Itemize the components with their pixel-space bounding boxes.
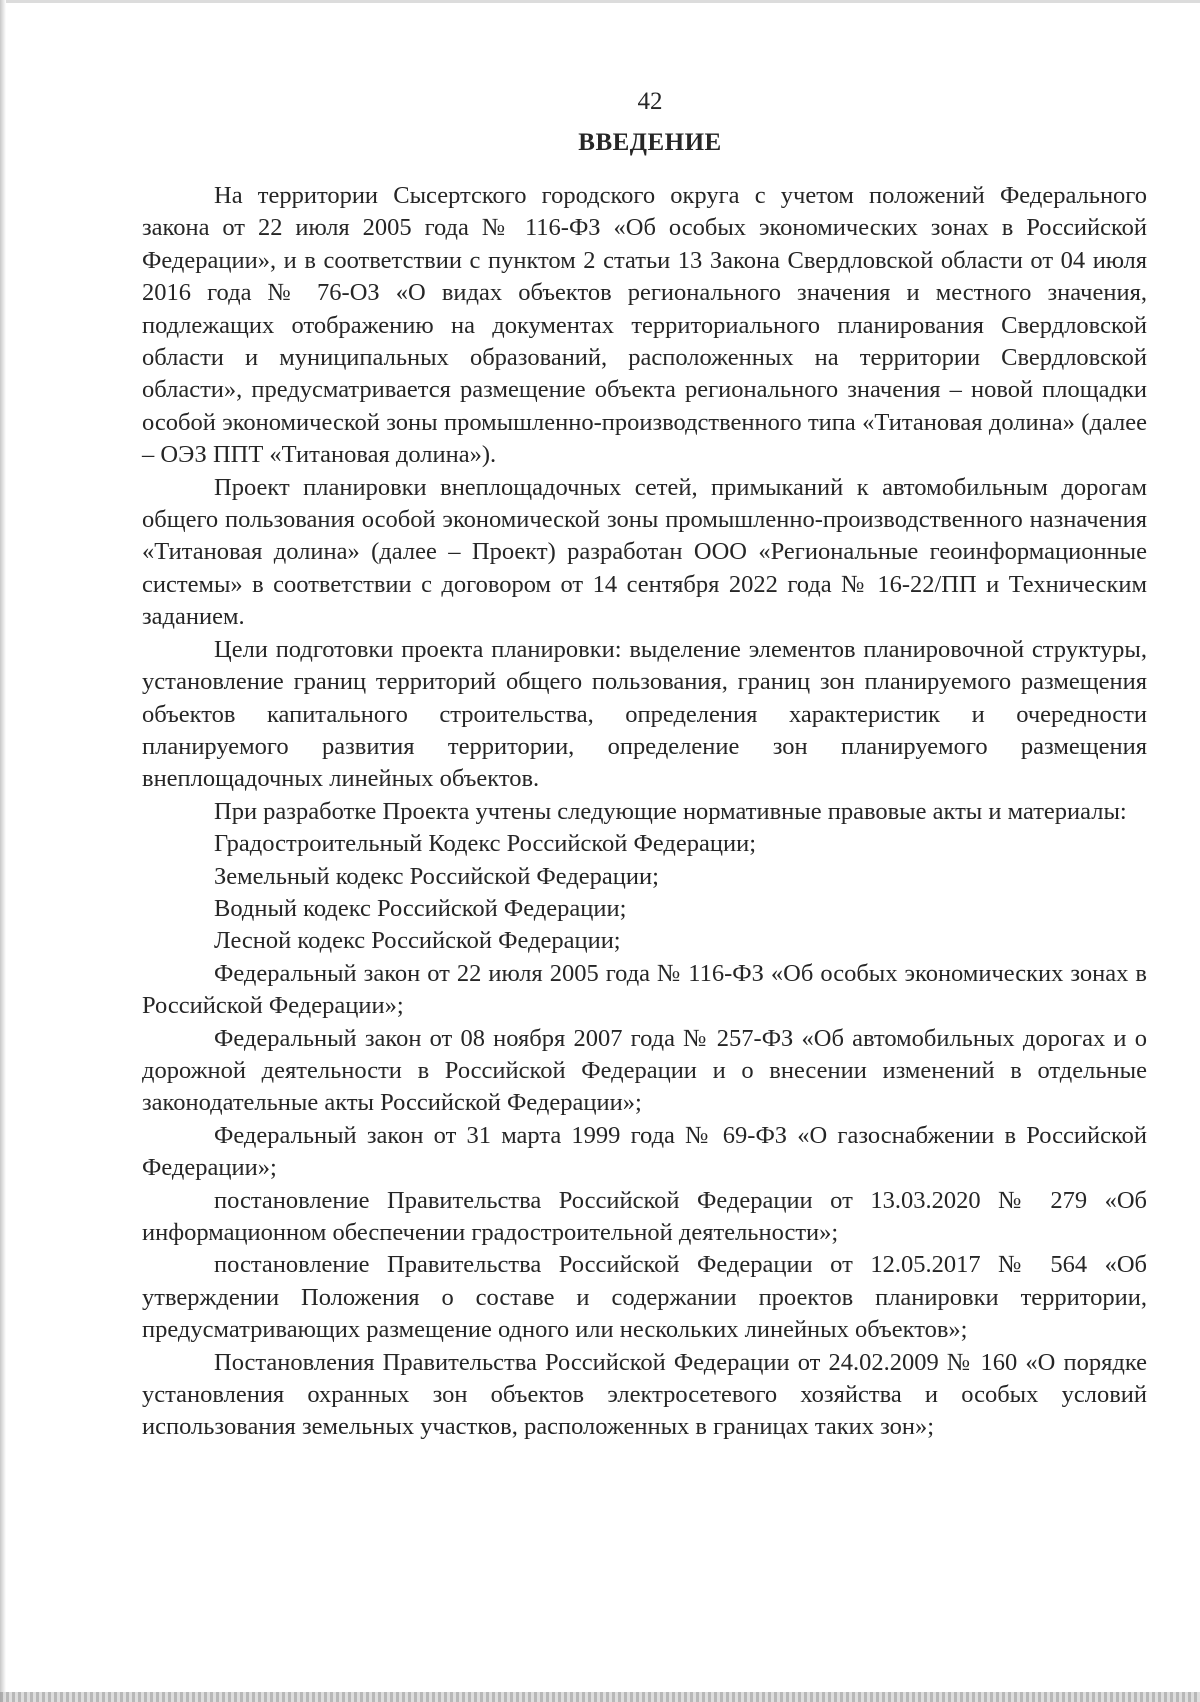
intro-paragraph-1: На территории Сысертского городского округа с учетом положений Федерального закона от 22 июля 2005 года № 116-ФЗ «Об особых экономических зонах в Российской Федерации», и в соответствии с пунктом 2 статьи 13 Закона Свердловской области от 04 июля 2016 года № 76-ОЗ «О видах объектов регионального значения и местного значения, подлежащих отображению на документах территориального планирования Свердловской области и муниципальных образований, расположенных на территории Свердловской области», предусматривается размещение объекта регионального значения – новой площадки особой экономической зоны промышленно-производственного типа «Титановая долина» (далее – ОЭЗ ППТ «Титановая долина»). <box>142 182 1147 469</box>
normative-acts-list <box>142 828 1147 1444</box>
scan-edge-bottom <box>0 1692 1200 1702</box>
intro-paragraph-4: При разработке Проекта учтены следующие нормативные правовые акты и материалы: <box>214 797 1127 825</box>
scan-edge-left <box>0 0 6 1702</box>
document-body <box>142 180 1147 1444</box>
act-item: Водный кодекс Российской Федерации; <box>214 894 627 922</box>
intro-paragraph-2: Проект планировки внеплощадочных сетей, примыканий к автомобильным дорогам общего пользования особой экономической зоны промышленно-производственного назначения «Титановая долина» (далее – Проект) разработан ООО «Региональные геоинформационные системы» в соответствии с договором от 14 сентября 2022 года № 16-22/ПП и Техническим заданием. <box>142 473 1147 631</box>
act-item: Градостроительный Кодекс Российской Федерации; <box>214 830 757 858</box>
section-heading: ВВЕДЕНИЕ <box>578 129 722 156</box>
act-item: Земельный кодекс Российской Федерации; <box>214 862 659 890</box>
act-item: Лесной кодекс Российской Федерации; <box>214 927 621 955</box>
page-number: 42 <box>637 88 663 115</box>
act-item: Постановления Правительства Российской Федерации от 24.02.2009 № 160 «О порядке установления охранных зон объектов электросетевого хозяйства и особых условий использования земельных участков, расположенных в границах таких зон»; <box>142 1348 1147 1441</box>
act-item: постановление Правительства Российской Федерации от 12.05.2017 № 564 «Об утверждении Положения о составе и содержании проектов планировки территории, предусматривающих размещение одного или нескольких линейных объектов»; <box>142 1251 1147 1344</box>
act-item: Федеральный закон от 08 ноября 2007 года № 257-ФЗ «Об автомобильных дорогах и о дорожной деятельности в Российской Федерации и о внесении изменений в отдельные законодательные акты Российской Федерации»; <box>142 1024 1147 1117</box>
act-item: Федеральный закон от 31 марта 1999 года № 69-ФЗ «О газоснабжении в Российской Федерации»; <box>142 1121 1147 1182</box>
intro-paragraph-3: Цели подготовки проекта планировки: выделение элементов планировочной структуры, установление границ территорий общего пользования, границ зон планируемого размещения объектов капитального строительства, определения характеристик и очередности планируемого развития территории, определение зон планируемого размещения внеплощадочных линейных объектов. <box>142 635 1147 793</box>
act-item: постановление Правительства Российской Федерации от 13.03.2020 № 279 «Об информационном обеспечении градостроительной деятельности»; <box>142 1186 1147 1246</box>
act-item: Федеральный закон от 22 июля 2005 года № 116-ФЗ «Об особых экономических зонах в Российской Федерации»; <box>142 959 1147 1020</box>
scan-edge-top <box>0 0 1200 3</box>
